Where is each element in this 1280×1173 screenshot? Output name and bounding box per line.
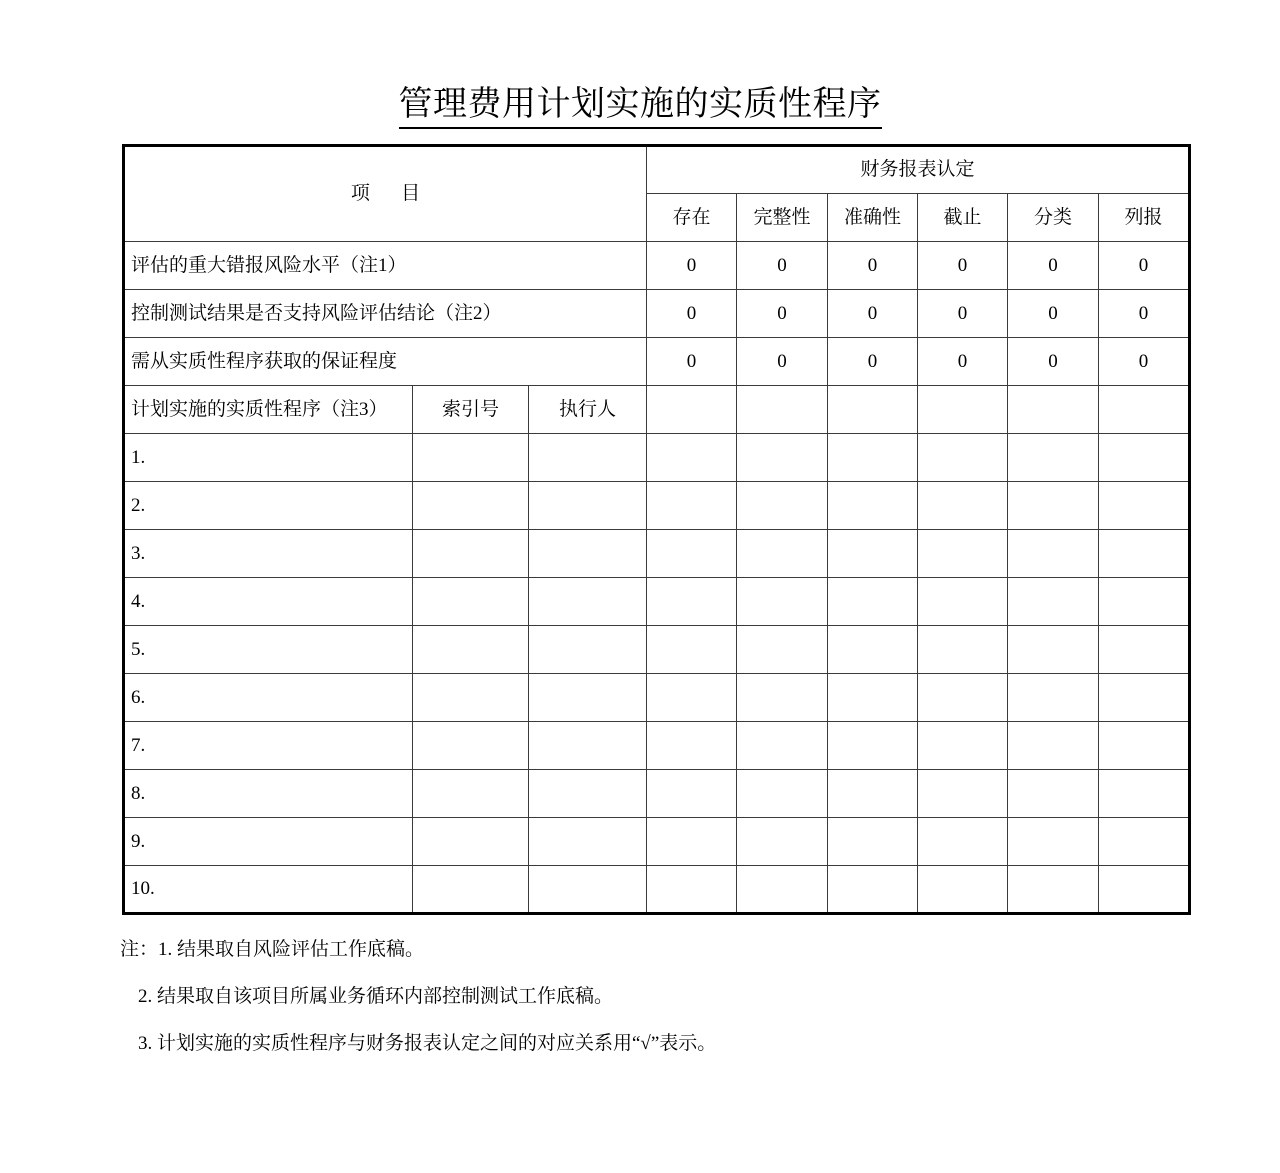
title-container xyxy=(0,84,1280,129)
cell-value[interactable] xyxy=(828,866,918,914)
header-assertion-presentation: 列报 xyxy=(1099,194,1190,242)
procedure-section-label: 计划实施的实质性程序（注3） xyxy=(124,386,413,434)
procedure-number[interactable]: 9. xyxy=(124,818,413,866)
procedure-number[interactable]: 1. xyxy=(124,434,413,482)
cell-value[interactable] xyxy=(737,770,828,818)
cell-value[interactable] xyxy=(1099,578,1190,626)
cell-value[interactable] xyxy=(737,626,828,674)
cell-value[interactable] xyxy=(1008,722,1099,770)
cell-value[interactable] xyxy=(1099,818,1190,866)
cell-value[interactable]: 0 xyxy=(828,290,918,338)
procedure-executor-cell[interactable] xyxy=(529,770,647,818)
table-row xyxy=(124,818,1190,866)
cell-blank[interactable] xyxy=(1008,386,1099,434)
procedure-index-cell[interactable] xyxy=(413,770,529,818)
cell-value[interactable] xyxy=(828,722,918,770)
procedure-number[interactable]: 5. xyxy=(124,626,413,674)
procedure-executor-cell[interactable] xyxy=(529,434,647,482)
cell-value[interactable]: 0 xyxy=(1099,290,1190,338)
procedure-number[interactable]: 3. xyxy=(124,530,413,578)
procedure-executor-cell[interactable] xyxy=(529,626,647,674)
procedure-executor-cell[interactable] xyxy=(529,866,647,914)
cell-value[interactable]: 0 xyxy=(647,290,737,338)
cell-value[interactable] xyxy=(828,674,918,722)
procedure-index-cell[interactable] xyxy=(413,434,529,482)
cell-value[interactable] xyxy=(918,770,1008,818)
procedure-executor-cell[interactable] xyxy=(529,530,647,578)
cell-value[interactable]: 0 xyxy=(918,338,1008,386)
procedure-index-cell[interactable] xyxy=(413,578,529,626)
procedure-index-cell[interactable] xyxy=(413,818,529,866)
cell-value[interactable] xyxy=(918,818,1008,866)
note-line-3: 3. 计划实施的实质性程序与财务报表认定之间的对应关系用“√”表示。 xyxy=(138,1033,717,1054)
procedure-executor-cell[interactable] xyxy=(529,818,647,866)
header-assertion-completeness: 完整性 xyxy=(737,194,828,242)
procedure-number[interactable]: 8. xyxy=(124,770,413,818)
cell-value[interactable] xyxy=(918,530,1008,578)
table-header-row-group xyxy=(124,146,1190,194)
notes-section xyxy=(120,938,1220,1079)
cell-value[interactable] xyxy=(1008,674,1099,722)
cell-value[interactable] xyxy=(1008,530,1099,578)
cell-value[interactable] xyxy=(737,722,828,770)
cell-value[interactable] xyxy=(647,866,737,914)
procedure-number[interactable]: 2. xyxy=(124,482,413,530)
cell-value[interactable]: 0 xyxy=(828,242,918,290)
cell-value[interactable] xyxy=(1099,674,1190,722)
cell-value[interactable]: 0 xyxy=(737,290,828,338)
cell-value[interactable] xyxy=(828,578,918,626)
cell-value[interactable] xyxy=(1008,818,1099,866)
procedure-index-cell[interactable] xyxy=(413,674,529,722)
cell-value[interactable] xyxy=(828,434,918,482)
cell-value[interactable] xyxy=(1008,770,1099,818)
table-row xyxy=(124,242,1190,290)
cell-value[interactable] xyxy=(1099,770,1190,818)
cell-value[interactable] xyxy=(918,482,1008,530)
cell-value[interactable] xyxy=(737,434,828,482)
cell-value[interactable] xyxy=(1008,434,1099,482)
cell-value[interactable]: 0 xyxy=(647,338,737,386)
table-row xyxy=(124,770,1190,818)
header-assertions-group-cell: 财务报表认定 xyxy=(647,146,1190,194)
cell-value[interactable] xyxy=(737,818,828,866)
substantive-procedures-table xyxy=(122,144,1191,915)
header-item-label: 项 目 xyxy=(350,183,427,204)
cell-value[interactable] xyxy=(737,530,828,578)
table-row xyxy=(124,626,1190,674)
cell-value[interactable]: 0 xyxy=(1008,290,1099,338)
procedure-executor-header: 执行人 xyxy=(529,386,647,434)
page-title: 管理费用计划实施的实质性程序 xyxy=(399,84,882,129)
cell-value[interactable] xyxy=(828,770,918,818)
table-row xyxy=(124,722,1190,770)
procedure-number[interactable]: 7. xyxy=(124,722,413,770)
header-assertion-existence: 存在 xyxy=(647,194,737,242)
cell-value[interactable] xyxy=(647,626,737,674)
cell-value[interactable] xyxy=(647,434,737,482)
procedure-number[interactable]: 10. xyxy=(124,866,413,914)
row-label-assurance-level: 需从实质性程序获取的保证程度 xyxy=(124,338,647,386)
procedure-index-cell[interactable] xyxy=(413,722,529,770)
cell-value[interactable] xyxy=(1008,482,1099,530)
table-row xyxy=(124,434,1190,482)
table-row xyxy=(124,290,1190,338)
cell-value[interactable] xyxy=(828,530,918,578)
table-row xyxy=(124,482,1190,530)
cell-value[interactable] xyxy=(1099,722,1190,770)
cell-value[interactable] xyxy=(647,530,737,578)
cell-value[interactable] xyxy=(737,482,828,530)
header-item-cell xyxy=(124,146,647,242)
row-label-risk-level: 评估的重大错报风险水平（注1） xyxy=(124,242,647,290)
header-assertion-accuracy: 准确性 xyxy=(828,194,918,242)
cell-value[interactable] xyxy=(828,482,918,530)
procedure-index-header: 索引号 xyxy=(413,386,529,434)
cell-value[interactable]: 0 xyxy=(1008,338,1099,386)
procedure-index-cell[interactable] xyxy=(413,626,529,674)
table-row xyxy=(124,530,1190,578)
table-row xyxy=(124,338,1190,386)
procedure-executor-cell[interactable] xyxy=(529,482,647,530)
cell-value[interactable] xyxy=(737,674,828,722)
cell-value[interactable] xyxy=(918,626,1008,674)
procedure-number[interactable]: 4. xyxy=(124,578,413,626)
procedure-index-cell[interactable] xyxy=(413,482,529,530)
cell-value[interactable]: 0 xyxy=(737,242,828,290)
cell-value[interactable] xyxy=(828,626,918,674)
procedure-index-cell[interactable] xyxy=(413,530,529,578)
cell-value[interactable]: 0 xyxy=(918,242,1008,290)
header-assertion-cutoff: 截止 xyxy=(918,194,1008,242)
cell-value[interactable] xyxy=(1008,866,1099,914)
cell-value[interactable] xyxy=(918,434,1008,482)
cell-value[interactable] xyxy=(918,578,1008,626)
procedure-executor-cell[interactable] xyxy=(529,722,647,770)
cell-value[interactable]: 0 xyxy=(1099,242,1190,290)
procedure-executor-cell[interactable] xyxy=(529,578,647,626)
cell-value[interactable] xyxy=(737,866,828,914)
cell-value[interactable] xyxy=(1099,482,1190,530)
cell-value[interactable]: 0 xyxy=(1099,338,1190,386)
table-row xyxy=(124,674,1190,722)
cell-value[interactable] xyxy=(647,482,737,530)
cell-value[interactable]: 0 xyxy=(828,338,918,386)
cell-value[interactable] xyxy=(647,578,737,626)
cell-value[interactable] xyxy=(1099,530,1190,578)
cell-value[interactable] xyxy=(918,674,1008,722)
cell-value[interactable]: 0 xyxy=(647,242,737,290)
cell-value[interactable] xyxy=(1099,626,1190,674)
header-assertion-classification: 分类 xyxy=(1008,194,1099,242)
cell-blank[interactable] xyxy=(737,386,828,434)
table-row-procedure-header xyxy=(124,386,1190,434)
cell-value[interactable] xyxy=(1099,434,1190,482)
row-label-control-test-result: 控制测试结果是否支持风险评估结论（注2） xyxy=(124,290,647,338)
cell-value[interactable] xyxy=(647,770,737,818)
note-line-2: 2. 结果取自该项目所属业务循环内部控制测试工作底稿。 xyxy=(138,986,614,1007)
cell-value[interactable]: 0 xyxy=(918,290,1008,338)
cell-value[interactable] xyxy=(1008,626,1099,674)
cell-blank[interactable] xyxy=(1099,386,1190,434)
procedure-executor-cell[interactable] xyxy=(529,674,647,722)
cell-value[interactable] xyxy=(828,818,918,866)
cell-value[interactable] xyxy=(647,722,737,770)
table-row xyxy=(124,578,1190,626)
cell-value[interactable] xyxy=(1008,578,1099,626)
cell-blank[interactable] xyxy=(828,386,918,434)
table-row xyxy=(124,866,1190,914)
cell-blank[interactable] xyxy=(647,386,737,434)
procedure-index-cell[interactable] xyxy=(413,866,529,914)
cell-value[interactable] xyxy=(918,722,1008,770)
form-table-container xyxy=(122,144,1188,915)
cell-value[interactable] xyxy=(647,674,737,722)
cell-blank[interactable] xyxy=(918,386,1008,434)
cell-value[interactable]: 0 xyxy=(1008,242,1099,290)
cell-value[interactable] xyxy=(737,578,828,626)
cell-value[interactable] xyxy=(918,866,1008,914)
cell-value[interactable]: 0 xyxy=(737,338,828,386)
procedure-number[interactable]: 6. xyxy=(124,674,413,722)
cell-value[interactable] xyxy=(647,818,737,866)
note-line-1: 注：1. 结果取自风险评估工作底稿。 xyxy=(120,939,425,960)
cell-value[interactable] xyxy=(1099,866,1190,914)
